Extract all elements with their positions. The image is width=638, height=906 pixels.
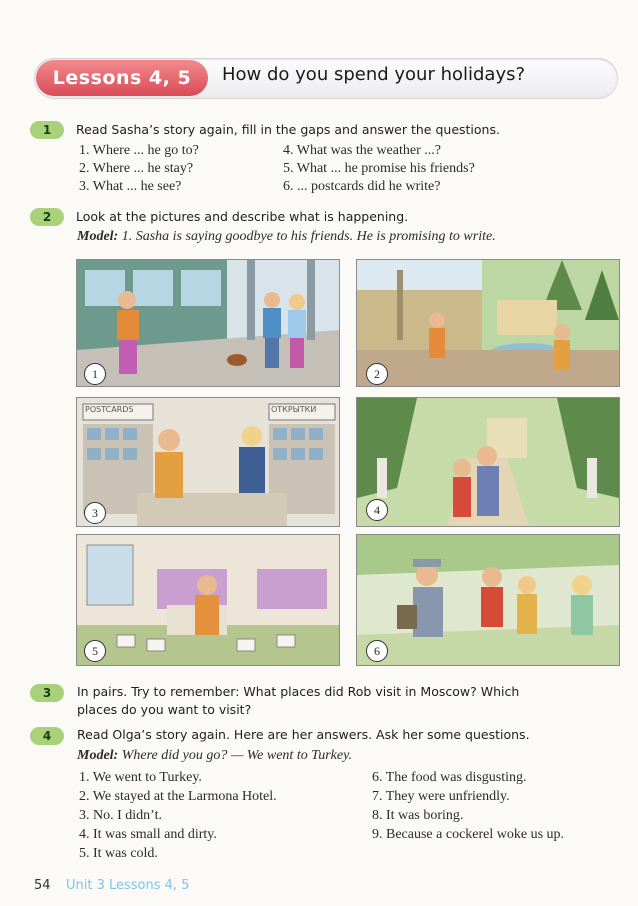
- exercise-4-answer: 6. The food was disgusting.: [372, 770, 527, 785]
- exercise-2-number: 2: [30, 208, 64, 226]
- exercise-4-answer: 5. It was cold.: [79, 846, 158, 861]
- picture-1-train-station: [76, 259, 340, 387]
- exercise-4-answer: 7. They were unfriendly.: [372, 789, 510, 804]
- picture-3-postcard-shop: [76, 397, 340, 527]
- exercise-1-item: 5. What ... he promise his friends?: [283, 161, 475, 176]
- picture-6-postman: [356, 534, 620, 666]
- picture-4-number: 4: [366, 499, 388, 521]
- picture-2-illustration: [357, 260, 619, 386]
- picture-3-illustration: [77, 398, 339, 526]
- exercise-3-line-1: In pairs. Try to remember: What places did Rob visit in Moscow? Which: [77, 684, 520, 699]
- model-text: Where did you go? — We went to Turkey.: [121, 748, 353, 763]
- exercise-1-number: 1: [30, 121, 64, 139]
- picture-1-illustration: [77, 260, 339, 386]
- exercise-1-item: 3. What ... he see?: [79, 179, 182, 194]
- exercise-3-number: 3: [30, 684, 64, 702]
- picture-5-hotel-room: [76, 534, 340, 666]
- model-text: 1. Sasha is saying goodbye to his friends. He is promising to write.: [121, 229, 496, 244]
- picture-6-number: 6: [366, 640, 388, 662]
- exercise-2-model: [77, 229, 496, 245]
- exercise-1-item: 1. Where ... he go to?: [79, 143, 199, 158]
- exercise-2-instruction: Look at the pictures and describe what is happening.: [76, 209, 409, 224]
- picture-2-number: 2: [366, 363, 388, 385]
- exercise-4-answer: 4. It was small and dirty.: [79, 827, 217, 842]
- exercise-4-answer: 9. Because a cockerel woke us up.: [372, 827, 565, 842]
- exercise-1-item: 4. What was the weather ...?: [283, 143, 441, 158]
- page-number: 54: [34, 878, 51, 893]
- page-title: How do you spend your holidays?: [222, 64, 526, 85]
- model-label: Model:: [77, 748, 119, 763]
- exercise-4-answer: 3. No. I didn’t.: [79, 808, 162, 823]
- exercise-4-answer: 2. We stayed at the Larmona Hotel.: [79, 789, 277, 804]
- exercise-4-answer: 8. It was boring.: [372, 808, 464, 823]
- exercise-1-instruction: Read Sasha’s story again, fill in the gaps and answer the questions.: [76, 122, 500, 137]
- exercise-4-number: 4: [30, 727, 64, 745]
- footer-unit-label: Unit 3 Lessons 4, 5: [66, 878, 190, 893]
- exercise-1-item: 2. Where ... he stay?: [79, 161, 194, 176]
- picture-3-number: 3: [84, 502, 106, 524]
- picture-2-palace: [356, 259, 620, 387]
- picture-1-number: 1: [84, 363, 106, 385]
- exercise-4-model: [77, 748, 352, 764]
- model-label: Model:: [77, 229, 119, 244]
- exercise-4-answer: 1. We went to Turkey.: [79, 770, 202, 785]
- otkrytki-sign: ОТКРЫТКИ: [271, 405, 317, 414]
- exercise-3-line-2: places do you want to visit?: [77, 702, 252, 717]
- picture-6-illustration: [357, 535, 619, 665]
- exercise-4-instruction: Read Olga’s story again. Here are her answers. Ask her some questions.: [77, 727, 530, 742]
- picture-5-illustration: [77, 535, 339, 665]
- picture-4-illustration: [357, 398, 619, 526]
- exercise-1-item: 6. ... postcards did he write?: [283, 179, 441, 194]
- picture-4-park: [356, 397, 620, 527]
- lesson-label: Lessons 4, 5: [36, 60, 208, 96]
- picture-5-number: 5: [84, 640, 106, 662]
- postcards-sign: POSTCARDS: [85, 405, 134, 414]
